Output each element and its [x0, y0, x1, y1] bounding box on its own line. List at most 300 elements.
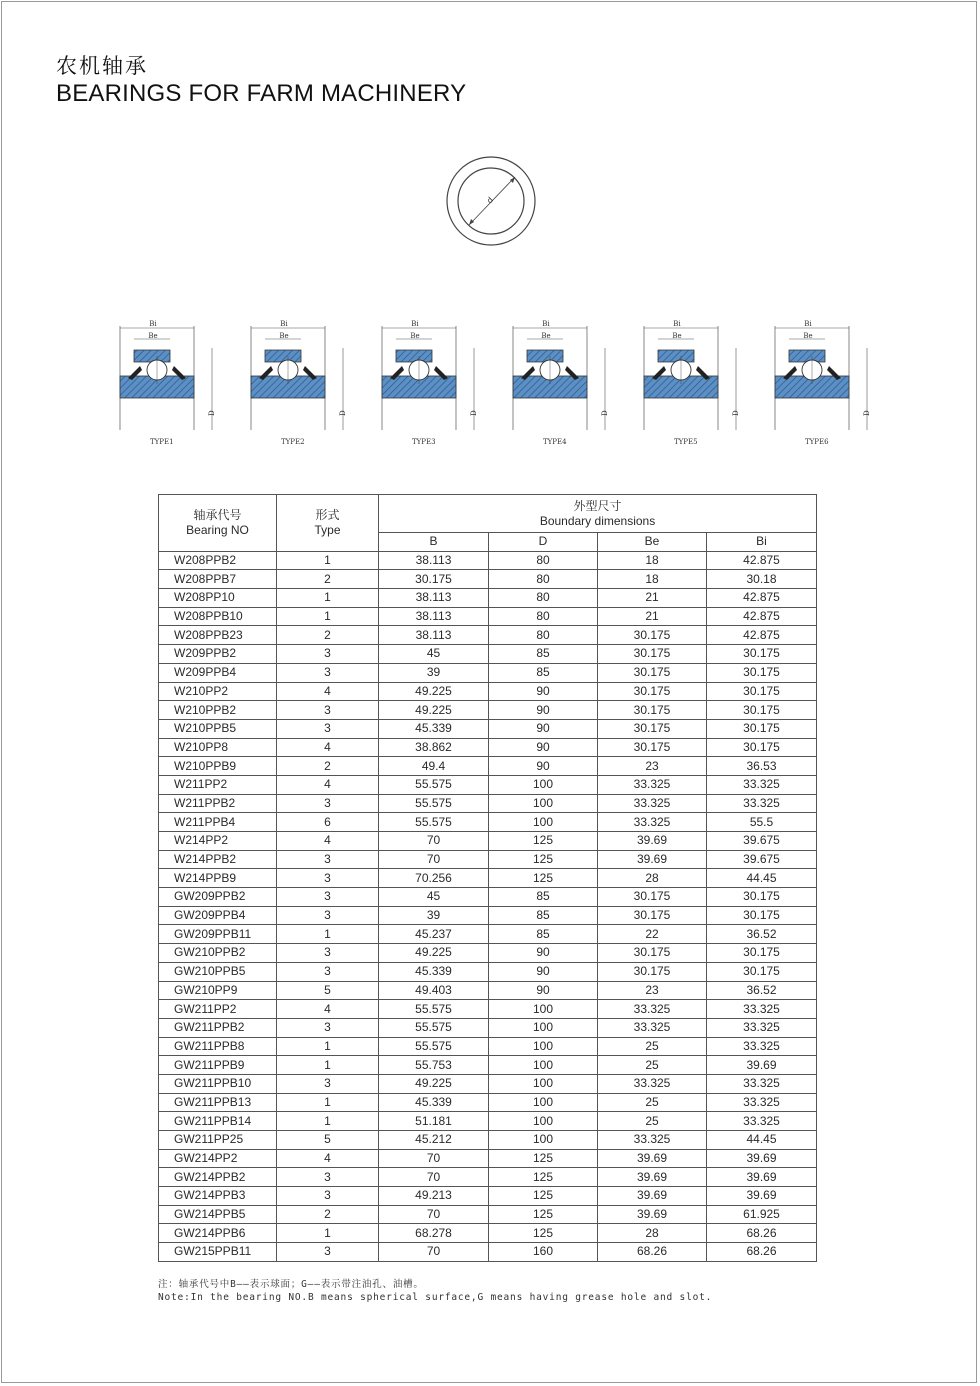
d-dimension-label: D: [208, 410, 216, 416]
table-row: [159, 850, 817, 869]
cell-be: 18: [598, 570, 707, 589]
cell-bearing-no: GW215PPB11: [159, 1243, 277, 1262]
table-row: [159, 775, 817, 794]
cell-b: 38.862: [379, 738, 489, 757]
cell-bearing-no: GW211PPB13: [159, 1093, 277, 1112]
be-dimension-label: Be: [803, 332, 813, 340]
cell-type: 1: [277, 551, 379, 570]
cell-d: 90: [489, 981, 598, 1000]
cell-d: 90: [489, 738, 598, 757]
cell-be: 21: [598, 607, 707, 626]
cell-bi: 42.875: [707, 551, 817, 570]
cell-b: 49.4: [379, 757, 489, 776]
cell-type: 3: [277, 962, 379, 981]
cell-bi: 30.175: [707, 701, 817, 720]
cell-b: 55.575: [379, 813, 489, 832]
cell-d: 100: [489, 1074, 598, 1093]
cell-type: 1: [277, 925, 379, 944]
cell-bi: 39.675: [707, 850, 817, 869]
be-dimension-label: Be: [279, 332, 289, 340]
cell-type: 3: [277, 1187, 379, 1206]
cell-type: 3: [277, 850, 379, 869]
cell-d: 125: [489, 850, 598, 869]
cell-b: 45.339: [379, 719, 489, 738]
table-row: [159, 869, 817, 888]
cell-bearing-no: W214PP2: [159, 832, 277, 851]
cell-bearing-no: GW214PPB6: [159, 1224, 277, 1243]
cell-d: 100: [489, 1018, 598, 1037]
table-row: [159, 1056, 817, 1075]
header-b: B: [379, 533, 489, 552]
cell-b: 38.113: [379, 626, 489, 645]
cell-bearing-no: GW214PPB2: [159, 1168, 277, 1187]
cell-type: 4: [277, 1149, 379, 1168]
bearing-type-diagram: [382, 320, 478, 446]
cell-b: 70: [379, 1243, 489, 1262]
cell-bearing-no: W209PPB4: [159, 663, 277, 682]
table-row: [159, 1018, 817, 1037]
cell-b: 49.213: [379, 1187, 489, 1206]
table-row: [159, 888, 817, 907]
cell-type: 3: [277, 719, 379, 738]
header-type-cn: 形式: [315, 507, 340, 522]
cell-b: 55.575: [379, 1037, 489, 1056]
cell-type: 1: [277, 1056, 379, 1075]
table-row: [159, 832, 817, 851]
header-dims-en: Boundary dimensions: [539, 513, 656, 528]
d-dimension-label: D: [732, 410, 740, 416]
table-row: [159, 570, 817, 589]
cell-be: 33.325: [598, 1000, 707, 1019]
cell-bearing-no: W210PPB5: [159, 719, 277, 738]
header-bearing-no-cn: 轴承代号: [193, 507, 242, 522]
cell-type: 2: [277, 757, 379, 776]
cell-be: 33.325: [598, 1018, 707, 1037]
cell-type: 3: [277, 906, 379, 925]
header-bi: Bi: [707, 533, 817, 552]
cell-be: 39.69: [598, 1187, 707, 1206]
cell-bi: 44.45: [707, 1131, 817, 1150]
cell-b: 45.212: [379, 1131, 489, 1150]
note-en: Note:In the bearing NO.B means spherical surface,G means having grease hole and slot.: [158, 1292, 713, 1303]
cell-be: 28: [598, 1224, 707, 1243]
table-row: [159, 794, 817, 813]
cell-bearing-no: W209PPB2: [159, 645, 277, 664]
cell-b: 38.113: [379, 551, 489, 570]
table-row: [159, 1168, 817, 1187]
cell-bearing-no: GW210PP9: [159, 981, 277, 1000]
cell-d: 90: [489, 944, 598, 963]
d-dimension-label: D: [339, 410, 347, 416]
table-row: [159, 962, 817, 981]
cell-b: 55.753: [379, 1056, 489, 1075]
cell-d: 100: [489, 1131, 598, 1150]
cell-b: 55.575: [379, 1018, 489, 1037]
cell-be: 28: [598, 869, 707, 888]
cell-d: 80: [489, 551, 598, 570]
cell-bi: 68.26: [707, 1243, 817, 1262]
bearing-type-diagram: [775, 320, 871, 446]
table-row: [159, 1037, 817, 1056]
table-row: [159, 1000, 817, 1019]
bearing-type-diagram: [251, 320, 347, 446]
cell-d: 100: [489, 1056, 598, 1075]
cell-type: 1: [277, 1112, 379, 1131]
cell-bi: 42.875: [707, 607, 817, 626]
cell-b: 49.225: [379, 1074, 489, 1093]
note-cn: 注：轴承代号中B——表示球面；G——表示带注油孔、油槽。: [158, 1279, 424, 1290]
header-type-en: Type: [314, 522, 341, 537]
cell-type: 6: [277, 813, 379, 832]
cell-bi: 36.52: [707, 925, 817, 944]
cell-d: 85: [489, 906, 598, 925]
cell-be: 33.325: [598, 813, 707, 832]
cell-type: 3: [277, 701, 379, 720]
cell-d: 80: [489, 570, 598, 589]
cell-be: 25: [598, 1056, 707, 1075]
cell-be: 30.175: [598, 944, 707, 963]
cell-b: 38.113: [379, 607, 489, 626]
cell-bearing-no: GW214PPB3: [159, 1187, 277, 1206]
cell-type: 4: [277, 832, 379, 851]
bearing-type-diagram: [644, 320, 740, 446]
cell-be: 30.175: [598, 738, 707, 757]
cell-b: 70: [379, 832, 489, 851]
cell-be: 30.175: [598, 719, 707, 738]
table-body: [159, 551, 817, 1261]
cell-d: 125: [489, 1187, 598, 1206]
cell-bi: 30.18: [707, 570, 817, 589]
cell-type: 3: [277, 944, 379, 963]
cell-be: 30.175: [598, 645, 707, 664]
cell-be: 33.325: [598, 775, 707, 794]
cell-bi: 30.175: [707, 738, 817, 757]
table-row: [159, 663, 817, 682]
cell-bi: 39.69: [707, 1187, 817, 1206]
cell-bi: 33.325: [707, 1037, 817, 1056]
cell-b: 30.175: [379, 570, 489, 589]
cell-type: 3: [277, 645, 379, 664]
table-row: [159, 813, 817, 832]
cell-bi: 44.45: [707, 869, 817, 888]
cell-b: 70.256: [379, 869, 489, 888]
cell-d: 125: [489, 869, 598, 888]
cell-bi: 33.325: [707, 1112, 817, 1131]
type-label: TYPE5: [674, 438, 698, 446]
cell-bi: 55.5: [707, 813, 817, 832]
cell-be: 30.175: [598, 701, 707, 720]
cell-b: 68.278: [379, 1224, 489, 1243]
cell-bearing-no: W214PPB9: [159, 869, 277, 888]
cell-bearing-no: W208PP10: [159, 589, 277, 608]
cell-bearing-no: W211PP2: [159, 775, 277, 794]
cell-bi: 30.175: [707, 719, 817, 738]
header-bearing-no-en: Bearing NO: [186, 522, 249, 537]
header-boundary-dimensions: [379, 495, 817, 533]
cell-d: 85: [489, 663, 598, 682]
table-row: [159, 1187, 817, 1206]
cell-be: 30.175: [598, 906, 707, 925]
cell-bi: 42.875: [707, 626, 817, 645]
cell-bi: 36.52: [707, 981, 817, 1000]
cell-d: 125: [489, 832, 598, 851]
cell-bi: 42.875: [707, 589, 817, 608]
table-row: [159, 757, 817, 776]
cell-d: 80: [489, 607, 598, 626]
cell-be: 39.69: [598, 850, 707, 869]
be-dimension-label: Be: [541, 332, 551, 340]
cell-be: 33.325: [598, 1131, 707, 1150]
cell-b: 70: [379, 1168, 489, 1187]
bearing-type-diagram: [120, 320, 216, 446]
cell-be: 18: [598, 551, 707, 570]
cell-d: 100: [489, 813, 598, 832]
cell-b: 55.575: [379, 775, 489, 794]
cell-bearing-no: W208PPB7: [159, 570, 277, 589]
cell-be: 25: [598, 1112, 707, 1131]
cell-bi: 39.675: [707, 832, 817, 851]
cell-d: 100: [489, 1093, 598, 1112]
cell-type: 1: [277, 589, 379, 608]
header-type: [277, 495, 379, 552]
table-row: [159, 1112, 817, 1131]
cell-bi: 61.925: [707, 1205, 817, 1224]
cell-type: 3: [277, 663, 379, 682]
cell-bi: 36.53: [707, 757, 817, 776]
cell-bearing-no: GW211PP2: [159, 1000, 277, 1019]
cell-bearing-no: W208PPB23: [159, 626, 277, 645]
cell-be: 25: [598, 1037, 707, 1056]
cell-bearing-no: GW210PPB2: [159, 944, 277, 963]
cell-bearing-no: GW211PPB2: [159, 1018, 277, 1037]
cell-d: 90: [489, 962, 598, 981]
cell-b: 45.339: [379, 1093, 489, 1112]
cell-type: 3: [277, 1074, 379, 1093]
header-be: Be: [598, 533, 707, 552]
cell-b: 49.225: [379, 682, 489, 701]
type-label: TYPE4: [543, 438, 567, 446]
bore-diameter-label: d: [485, 195, 496, 206]
cell-be: 21: [598, 589, 707, 608]
cell-b: 55.575: [379, 1000, 489, 1019]
bi-dimension-label: Bi: [542, 320, 550, 328]
cell-be: 30.175: [598, 663, 707, 682]
table-row: [159, 1149, 817, 1168]
notes: [158, 1278, 712, 1304]
cell-be: 33.325: [598, 1074, 707, 1093]
table-row: [159, 701, 817, 720]
cell-type: 1: [277, 1093, 379, 1112]
cell-be: 30.175: [598, 962, 707, 981]
page-title: BEARINGS FOR FARM MACHINERY: [56, 80, 467, 107]
cell-b: 49.225: [379, 944, 489, 963]
header-dims-cn: 外型尺寸: [573, 498, 622, 513]
be-dimension-label: Be: [148, 332, 158, 340]
cell-bi: 30.175: [707, 663, 817, 682]
table-row: [159, 626, 817, 645]
table-row: [159, 944, 817, 963]
cell-bearing-no: W210PP2: [159, 682, 277, 701]
cell-b: 45.237: [379, 925, 489, 944]
cell-d: 125: [489, 1168, 598, 1187]
cell-bearing-no: GW211PPB14: [159, 1112, 277, 1131]
cell-b: 49.225: [379, 701, 489, 720]
d-dimension-label: D: [863, 410, 871, 416]
cell-be: 30.175: [598, 626, 707, 645]
cell-type: 2: [277, 570, 379, 589]
cell-d: 100: [489, 775, 598, 794]
table-row: [159, 1074, 817, 1093]
cell-bi: 30.175: [707, 962, 817, 981]
header-d: D: [489, 533, 598, 552]
bearing-type-diagrams: [112, 318, 872, 453]
cell-be: 25: [598, 1093, 707, 1112]
cell-bi: 33.325: [707, 1018, 817, 1037]
cell-bearing-no: W210PP8: [159, 738, 277, 757]
cell-type: 1: [277, 1037, 379, 1056]
cell-b: 70: [379, 1149, 489, 1168]
cell-bi: 39.69: [707, 1168, 817, 1187]
cell-type: 3: [277, 794, 379, 813]
cell-bi: 30.175: [707, 682, 817, 701]
header-bearing-no: [159, 495, 277, 552]
table-row: [159, 1205, 817, 1224]
cell-d: 100: [489, 794, 598, 813]
cell-be: 39.69: [598, 1168, 707, 1187]
cell-d: 90: [489, 719, 598, 738]
cell-bearing-no: W208PPB10: [159, 607, 277, 626]
table-row: [159, 1131, 817, 1150]
cell-bearing-no: GW211PPB8: [159, 1037, 277, 1056]
cell-type: 3: [277, 888, 379, 907]
cell-d: 100: [489, 1112, 598, 1131]
cell-bearing-no: GW214PPB5: [159, 1205, 277, 1224]
cell-b: 38.113: [379, 589, 489, 608]
type-label: TYPE1: [150, 438, 174, 446]
cell-bearing-no: GW211PPB10: [159, 1074, 277, 1093]
cell-be: 39.69: [598, 1149, 707, 1168]
cell-be: 23: [598, 757, 707, 776]
cell-type: 1: [277, 1224, 379, 1243]
cell-bi: 33.325: [707, 794, 817, 813]
cell-d: 125: [489, 1149, 598, 1168]
cell-bearing-no: GW211PP25: [159, 1131, 277, 1150]
cell-d: 85: [489, 925, 598, 944]
cell-be: 22: [598, 925, 707, 944]
cell-type: 4: [277, 775, 379, 794]
table-row: [159, 1093, 817, 1112]
cell-d: 85: [489, 645, 598, 664]
cell-type: 4: [277, 738, 379, 757]
cell-bearing-no: GW210PPB5: [159, 962, 277, 981]
cell-type: 3: [277, 1018, 379, 1037]
bearing-type-diagram: [513, 320, 609, 446]
cell-d: 125: [489, 1224, 598, 1243]
cell-bi: 30.175: [707, 888, 817, 907]
cell-type: 2: [277, 1205, 379, 1224]
cell-bi: 30.175: [707, 645, 817, 664]
bearing-spec-table: [158, 494, 817, 1262]
cell-d: 90: [489, 682, 598, 701]
cell-bearing-no: W211PPB4: [159, 813, 277, 832]
cell-bearing-no: GW211PPB9: [159, 1056, 277, 1075]
cell-type: 5: [277, 1131, 379, 1150]
cell-bi: 68.26: [707, 1224, 817, 1243]
cell-bi: 33.325: [707, 1000, 817, 1019]
cell-b: 49.403: [379, 981, 489, 1000]
table-row: [159, 1224, 817, 1243]
cell-b: 55.575: [379, 794, 489, 813]
page-title-cn: 农机轴承: [56, 54, 148, 78]
cell-d: 160: [489, 1243, 598, 1262]
cell-bearing-no: GW214PP2: [159, 1149, 277, 1168]
cell-b: 45.339: [379, 962, 489, 981]
cell-type: 4: [277, 1000, 379, 1019]
cell-b: 70: [379, 850, 489, 869]
cell-bearing-no: W211PPB2: [159, 794, 277, 813]
cell-d: 90: [489, 701, 598, 720]
cell-bi: 33.325: [707, 775, 817, 794]
table-row: [159, 719, 817, 738]
type-label: TYPE3: [412, 438, 436, 446]
cell-d: 100: [489, 1000, 598, 1019]
cell-bearing-no: W208PPB2: [159, 551, 277, 570]
be-dimension-label: Be: [672, 332, 682, 340]
cell-bearing-no: GW209PPB4: [159, 906, 277, 925]
bearing-bore-diagram: [444, 155, 538, 249]
cell-b: 45: [379, 888, 489, 907]
table-row: [159, 925, 817, 944]
table-row: [159, 1243, 817, 1262]
table-row: [159, 906, 817, 925]
cell-bearing-no: W210PPB9: [159, 757, 277, 776]
bi-dimension-label: Bi: [804, 320, 812, 328]
cell-d: 85: [489, 888, 598, 907]
cell-type: 4: [277, 682, 379, 701]
cell-d: 100: [489, 1037, 598, 1056]
cell-type: 3: [277, 1243, 379, 1262]
d-dimension-label: D: [601, 410, 609, 416]
table-row: [159, 981, 817, 1000]
cell-b: 45: [379, 645, 489, 664]
bi-dimension-label: Bi: [673, 320, 681, 328]
bi-dimension-label: Bi: [280, 320, 288, 328]
cell-bi: 33.325: [707, 1093, 817, 1112]
be-dimension-label: Be: [410, 332, 420, 340]
cell-bearing-no: GW209PPB11: [159, 925, 277, 944]
table-row: [159, 607, 817, 626]
cell-b: 39: [379, 663, 489, 682]
cell-type: 3: [277, 1168, 379, 1187]
cell-b: 51.181: [379, 1112, 489, 1131]
cell-type: 2: [277, 626, 379, 645]
type-label: TYPE2: [281, 438, 305, 446]
cell-bearing-no: GW209PPB2: [159, 888, 277, 907]
cell-be: 30.175: [598, 888, 707, 907]
cell-type: 5: [277, 981, 379, 1000]
cell-d: 90: [489, 757, 598, 776]
cell-type: 3: [277, 869, 379, 888]
cell-be: 23: [598, 981, 707, 1000]
cell-bi: 33.325: [707, 1074, 817, 1093]
table-row: [159, 682, 817, 701]
cell-be: 33.325: [598, 794, 707, 813]
cell-d: 80: [489, 589, 598, 608]
table-row: [159, 645, 817, 664]
cell-bi: 30.175: [707, 906, 817, 925]
cell-bearing-no: W210PPB2: [159, 701, 277, 720]
cell-bearing-no: W214PPB2: [159, 850, 277, 869]
